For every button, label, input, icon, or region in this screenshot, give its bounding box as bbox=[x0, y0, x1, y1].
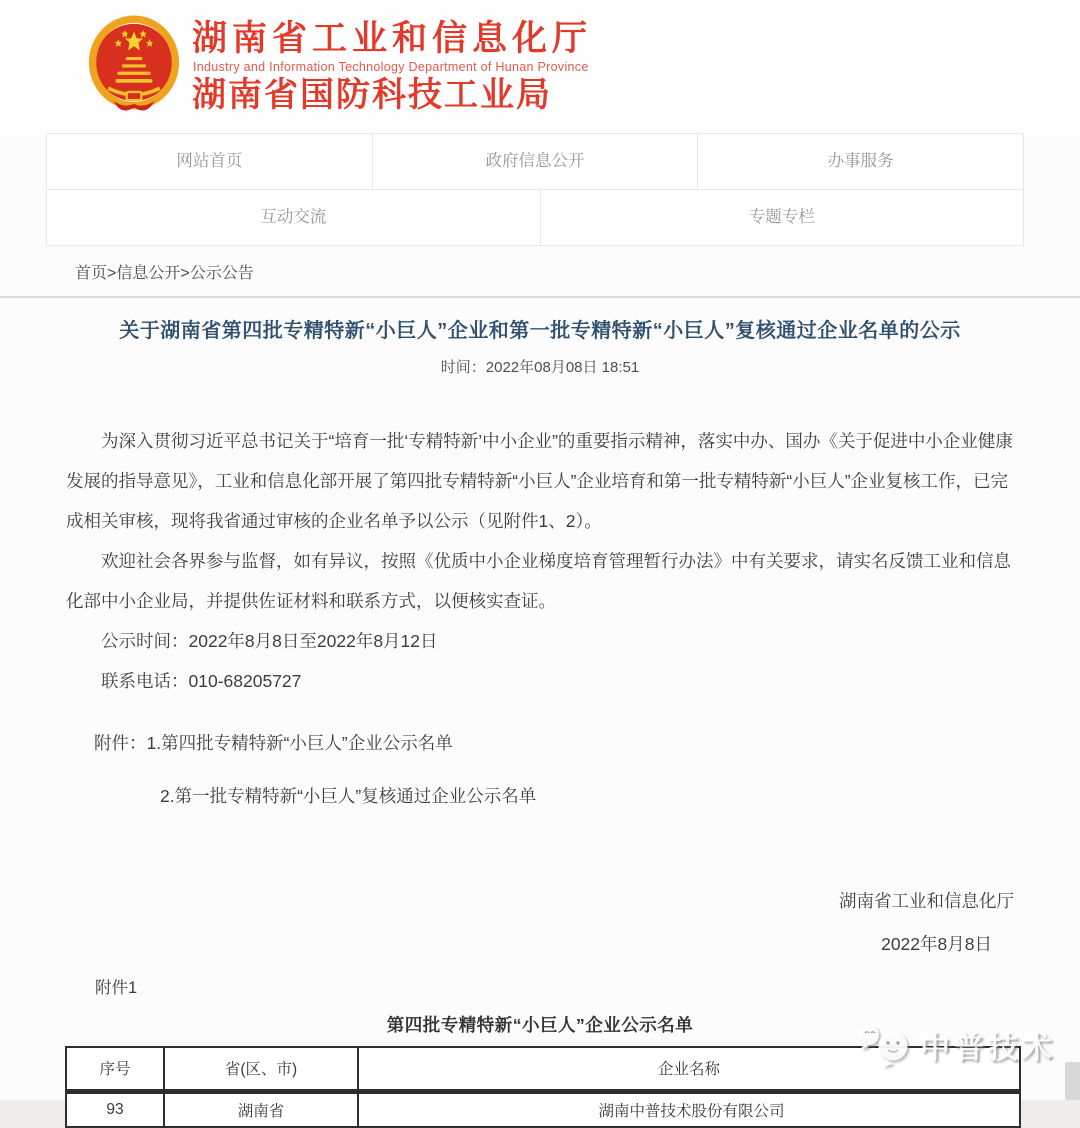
article-title: 关于湖南省第四批专精特新“小巨人”企业和第一批专精特新“小巨人”复核通过企业名单的公示 bbox=[119, 320, 961, 342]
divider bbox=[0, 296, 1080, 298]
nav-item-services[interactable]: 办事服务 bbox=[697, 133, 1024, 190]
nav-item-home[interactable]: 网站首页 bbox=[46, 133, 373, 190]
paragraph: 为深入贯彻习近平总书记关于“培育一批‘专精特新’中小企业”的重要指示精神，落实中办、国办《关于促进中小企业健康发展的指导意见》，工业和信息化部开展了第四批专精特新“小巨人”企业培育和第一批专精特新“小巨人”企业复核工作，已完成相关审核，现将我省通过审核的企业名单予以公示（见附件1、2）。 bbox=[66, 431, 1013, 531]
annex-table-title: 第四批专精特新“小巨人”企业公示名单 bbox=[386, 1015, 694, 1035]
nav-row-2 bbox=[46, 190, 1024, 246]
org-title-en: Industry and Information Technology Department of Hunan Province bbox=[193, 59, 589, 74]
nav-item-special-topics[interactable]: 专题专栏 bbox=[540, 189, 1024, 246]
contact-phone: 联系电话：010-68205727 bbox=[101, 671, 302, 691]
publicity-period: 公示时间：2022年8月8日至2022年8月12日 bbox=[101, 631, 438, 651]
cell-province: 湖南省 bbox=[164, 1091, 358, 1127]
annex-table bbox=[65, 1046, 1021, 1128]
nav-item-interaction[interactable]: 互动交流 bbox=[46, 189, 541, 246]
signature-org: 湖南省工业和信息化厅 bbox=[839, 891, 1014, 911]
org-title-cn: 湖南省工业和信息化厅 bbox=[192, 18, 593, 58]
attachment-item-1: 附件：1.第四批专精特新“小巨人”企业公示名单 bbox=[94, 733, 453, 753]
table-header-row bbox=[66, 1047, 1020, 1091]
article-body bbox=[0, 421, 1080, 701]
site-header bbox=[0, 0, 1080, 133]
signature-date: 2022年8月8日 bbox=[881, 934, 992, 954]
scrollbar-thumb[interactable] bbox=[1065, 1062, 1080, 1100]
header-titles bbox=[192, 18, 593, 114]
org-subtitle-cn: 湖南省国防科技工业局 bbox=[192, 75, 552, 114]
col-header-no: 序号 bbox=[66, 1047, 164, 1091]
col-header-company: 企业名称 bbox=[358, 1047, 1020, 1091]
col-header-province: 省(区、市) bbox=[164, 1047, 358, 1091]
signature-block bbox=[0, 888, 1080, 956]
main-nav bbox=[46, 133, 1024, 246]
nav-item-gov-info[interactable]: 政府信息公开 bbox=[372, 133, 699, 190]
table-row bbox=[66, 1091, 1020, 1127]
breadcrumb[interactable]: 首页>信息公开>公示公告 bbox=[75, 265, 254, 282]
cell-no: 93 bbox=[66, 1091, 164, 1127]
national-emblem-icon bbox=[88, 15, 180, 121]
annex-label: 附件1 bbox=[95, 979, 138, 997]
attachment-item-2: 2.第一批专精特新“小巨人”复核通过企业公示名单 bbox=[160, 786, 537, 806]
article-time: 时间：2022年08月08日 18:51 bbox=[440, 359, 640, 376]
watermark-text: 中普技术 bbox=[920, 1032, 1056, 1065]
paragraph: 欢迎社会各界参与监督，如有异议，按照《优质中小企业梯度培育管理暂行办法》中有关要求，请实名反馈工业和信息化部中小企业局，并提供佐证材料和联系方式，以便核实查证。 bbox=[66, 551, 1011, 611]
attachments-list bbox=[0, 723, 1080, 816]
cell-company: 湖南中普技术股份有限公司 bbox=[358, 1091, 1020, 1127]
nav-row-1 bbox=[46, 133, 1024, 190]
